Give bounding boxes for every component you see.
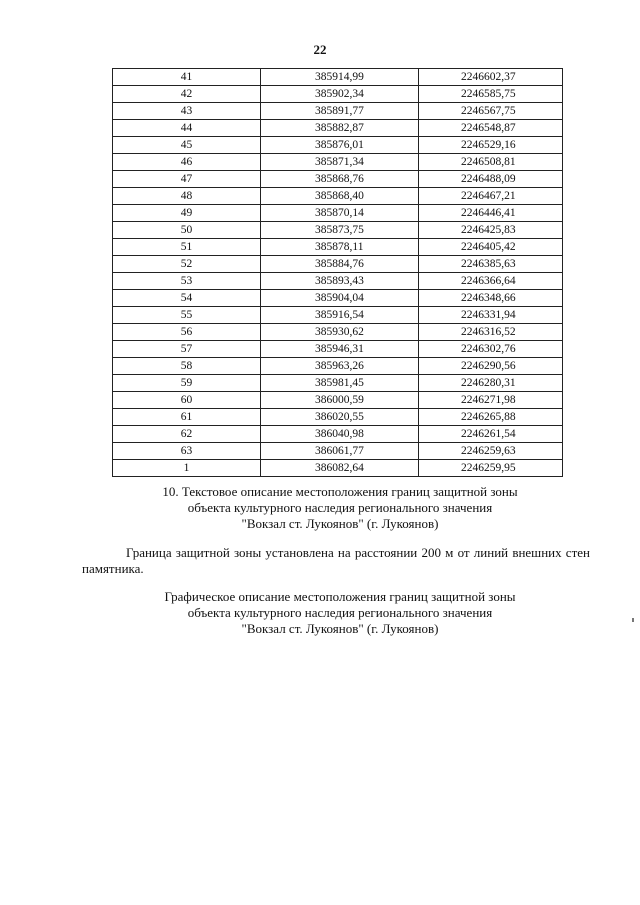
point-number-cell: 43	[113, 103, 261, 120]
y-coordinate-cell: 2246259,95	[419, 460, 563, 477]
point-number-cell: 62	[113, 426, 261, 443]
table-row	[113, 69, 563, 86]
point-number-cell: 50	[113, 222, 261, 239]
point-number-cell: 55	[113, 307, 261, 324]
x-coordinate-cell: 385868,76	[261, 171, 419, 188]
x-coordinate-cell: 385868,40	[261, 188, 419, 205]
point-number-cell: 47	[113, 171, 261, 188]
x-coordinate-cell: 385981,45	[261, 375, 419, 392]
table-row	[113, 375, 563, 392]
y-coordinate-cell: 2246602,37	[419, 69, 563, 86]
table-row	[113, 205, 563, 222]
table-row	[113, 137, 563, 154]
x-coordinate-cell: 385884,76	[261, 256, 419, 273]
x-coordinate-cell: 385878,11	[261, 239, 419, 256]
point-number-cell: 49	[113, 205, 261, 222]
table-row	[113, 358, 563, 375]
x-coordinate-cell: 385963,26	[261, 358, 419, 375]
coordinates-table-body	[113, 69, 563, 477]
x-coordinate-cell: 386082,64	[261, 460, 419, 477]
x-coordinate-cell: 385902,34	[261, 86, 419, 103]
protective-zone-paragraph: Граница защитной зоны установлена на расстоянии 200 м от линий внешних стен памятника.	[82, 545, 590, 576]
scan-artifact-mark	[632, 618, 634, 622]
y-coordinate-cell: 2246446,41	[419, 205, 563, 222]
point-number-cell: 1	[113, 460, 261, 477]
y-coordinate-cell: 2246488,09	[419, 171, 563, 188]
table-row	[113, 256, 563, 273]
point-number-cell: 59	[113, 375, 261, 392]
x-coordinate-cell: 385873,75	[261, 222, 419, 239]
point-number-cell: 51	[113, 239, 261, 256]
table-row	[113, 222, 563, 239]
graphic-description-heading	[120, 589, 560, 637]
point-number-cell: 53	[113, 273, 261, 290]
point-number-cell: 58	[113, 358, 261, 375]
y-coordinate-cell: 2246585,75	[419, 86, 563, 103]
point-number-cell: 46	[113, 154, 261, 171]
point-number-cell: 61	[113, 409, 261, 426]
y-coordinate-cell: 2246425,83	[419, 222, 563, 239]
section-10-heading	[120, 484, 560, 532]
point-number-cell: 52	[113, 256, 261, 273]
table-row	[113, 307, 563, 324]
x-coordinate-cell: 386061,77	[261, 443, 419, 460]
x-coordinate-cell: 386020,55	[261, 409, 419, 426]
graphic-heading-line-2: объекта культурного наследия регионального значения	[187, 605, 493, 620]
section-10-heading-line-1: 10. Текстовое описание местоположения границ защитной зоны	[162, 484, 518, 499]
y-coordinate-cell: 2246567,75	[419, 103, 563, 120]
table-row	[113, 103, 563, 120]
graphic-heading-line-1: Графическое описание местоположения границ защитной зоны	[164, 589, 516, 604]
table-row	[113, 273, 563, 290]
table-row	[113, 324, 563, 341]
table-row	[113, 86, 563, 103]
x-coordinate-cell: 385904,04	[261, 290, 419, 307]
y-coordinate-cell: 2246261,54	[419, 426, 563, 443]
x-coordinate-cell: 385876,01	[261, 137, 419, 154]
point-number-cell: 42	[113, 86, 261, 103]
table-row	[113, 239, 563, 256]
table-row	[113, 120, 563, 137]
point-number-cell: 44	[113, 120, 261, 137]
table-row	[113, 392, 563, 409]
x-coordinate-cell: 386000,59	[261, 392, 419, 409]
table-row	[113, 341, 563, 358]
table-row	[113, 409, 563, 426]
point-number-cell: 56	[113, 324, 261, 341]
x-coordinate-cell: 386040,98	[261, 426, 419, 443]
y-coordinate-cell: 2246265,88	[419, 409, 563, 426]
point-number-cell: 54	[113, 290, 261, 307]
x-coordinate-cell: 385930,62	[261, 324, 419, 341]
y-coordinate-cell: 2246467,21	[419, 188, 563, 205]
point-number-cell: 57	[113, 341, 261, 358]
point-number-cell: 48	[113, 188, 261, 205]
y-coordinate-cell: 2246508,81	[419, 154, 563, 171]
page-number: 22	[313, 42, 327, 57]
graphic-heading-line-3: "Вокзал ст. Лукоянов" (г. Лукоянов)	[241, 621, 439, 636]
y-coordinate-cell: 2246290,56	[419, 358, 563, 375]
x-coordinate-cell: 385946,31	[261, 341, 419, 358]
point-number-cell: 60	[113, 392, 261, 409]
y-coordinate-cell: 2246302,76	[419, 341, 563, 358]
y-coordinate-cell: 2246548,87	[419, 120, 563, 137]
y-coordinate-cell: 2246348,66	[419, 290, 563, 307]
y-coordinate-cell: 2246271,98	[419, 392, 563, 409]
point-number-cell: 41	[113, 69, 261, 86]
y-coordinate-cell: 2246405,42	[419, 239, 563, 256]
point-number-cell: 45	[113, 137, 261, 154]
table-row	[113, 154, 563, 171]
x-coordinate-cell: 385882,87	[261, 120, 419, 137]
y-coordinate-cell: 2246259,63	[419, 443, 563, 460]
section-10-heading-line-3: "Вокзал ст. Лукоянов" (г. Лукоянов)	[241, 516, 439, 531]
table-row	[113, 290, 563, 307]
y-coordinate-cell: 2246366,64	[419, 273, 563, 290]
x-coordinate-cell: 385870,14	[261, 205, 419, 222]
coordinates-table	[112, 68, 563, 477]
y-coordinate-cell: 2246280,31	[419, 375, 563, 392]
x-coordinate-cell: 385893,43	[261, 273, 419, 290]
point-number-cell: 63	[113, 443, 261, 460]
x-coordinate-cell: 385891,77	[261, 103, 419, 120]
y-coordinate-cell: 2246529,16	[419, 137, 563, 154]
table-row	[113, 171, 563, 188]
y-coordinate-cell: 2246331,94	[419, 307, 563, 324]
table-row	[113, 460, 563, 477]
y-coordinate-cell: 2246385,63	[419, 256, 563, 273]
y-coordinate-cell: 2246316,52	[419, 324, 563, 341]
x-coordinate-cell: 385914,99	[261, 69, 419, 86]
x-coordinate-cell: 385871,34	[261, 154, 419, 171]
section-10-heading-line-2: объекта культурного наследия регионального значения	[187, 500, 493, 515]
table-row	[113, 426, 563, 443]
x-coordinate-cell: 385916,54	[261, 307, 419, 324]
table-row	[113, 443, 563, 460]
table-row	[113, 188, 563, 205]
